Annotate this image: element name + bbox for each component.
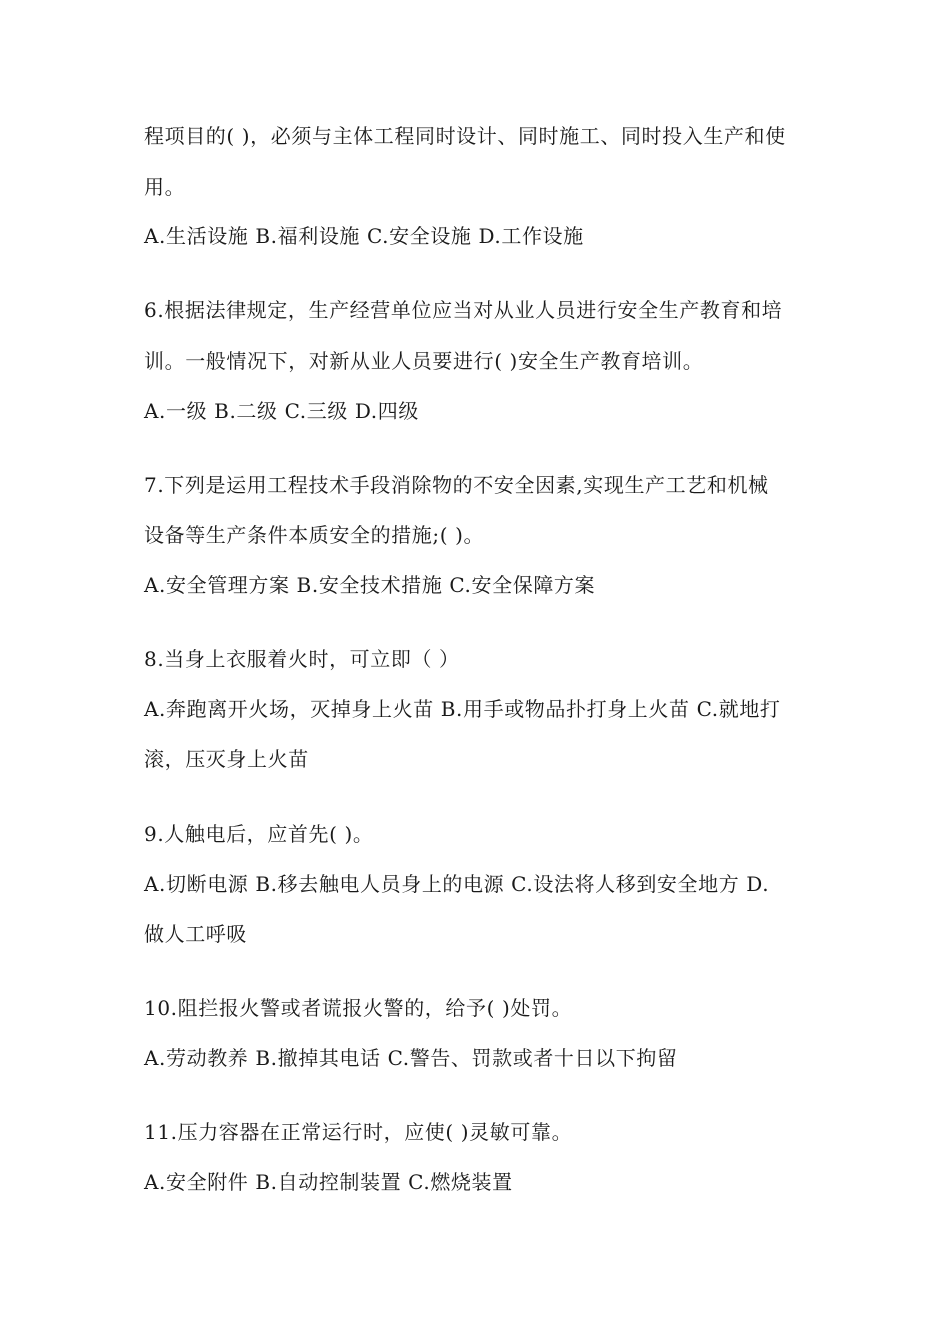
question-7-options: A.安全管理方案 B.安全技术措施 C.安全保障方案 — [144, 573, 596, 597]
question-10-stem: 10.阻拦报火警或者谎报火警的，给予( )处罚。 — [144, 996, 573, 1020]
question-6-stem-line-2: 训。一般情况下，对新从业人员要进行( )安全生产教育培训。 — [144, 349, 704, 373]
question-10-options: A.劳动教养 B.撤掉其电话 C.警告、罚款或者十日以下拘留 — [144, 1046, 678, 1070]
question-7-stem-line-1: 7.下列是运用工程技术手段消除物的不安全因素,实现生产工艺和机械 — [144, 473, 769, 497]
question-5-stem-line-2: 用。 — [144, 175, 186, 199]
question-9-stem: 9.人触电后，应首先( )。 — [144, 822, 374, 846]
question-8-options-line-1: A.奔跑离开火场，灭掉身上火苗 B.用手或物品扑打身上火苗 C.就地打 — [144, 697, 781, 721]
question-5-options: A.生活设施 B.福利设施 C.安全设施 D.工作设施 — [144, 224, 584, 248]
question-6-options: A.一级 B.二级 C.三级 D.四级 — [144, 399, 419, 423]
question-8-options-line-2: 滚，压灭身上火苗 — [144, 747, 309, 771]
question-9-options-line-1: A.切断电源 B.移去触电人员身上的电源 C.设法将人移到安全地方 D. — [144, 872, 770, 896]
question-8-stem: 8.当身上衣服着火时，可立即（ ） — [144, 647, 460, 671]
question-5-stem-line-1: 程项目的( )，必须与主体工程同时设计、同时施工、同时投入生产和使 — [144, 124, 786, 148]
question-6-stem-line-1: 6.根据法律规定，生产经营单位应当对从业人员进行安全生产教育和培 — [144, 298, 783, 322]
question-11-options: A.安全附件 B.自动控制装置 C.燃烧装置 — [144, 1170, 513, 1194]
question-7-stem-line-2: 设备等生产条件本质安全的措施;( )。 — [144, 523, 485, 547]
question-11-stem: 11.压力容器在正常运行时，应使( )灵敏可靠。 — [144, 1120, 573, 1144]
question-9-options-line-2: 做人工呼吸 — [144, 922, 247, 946]
